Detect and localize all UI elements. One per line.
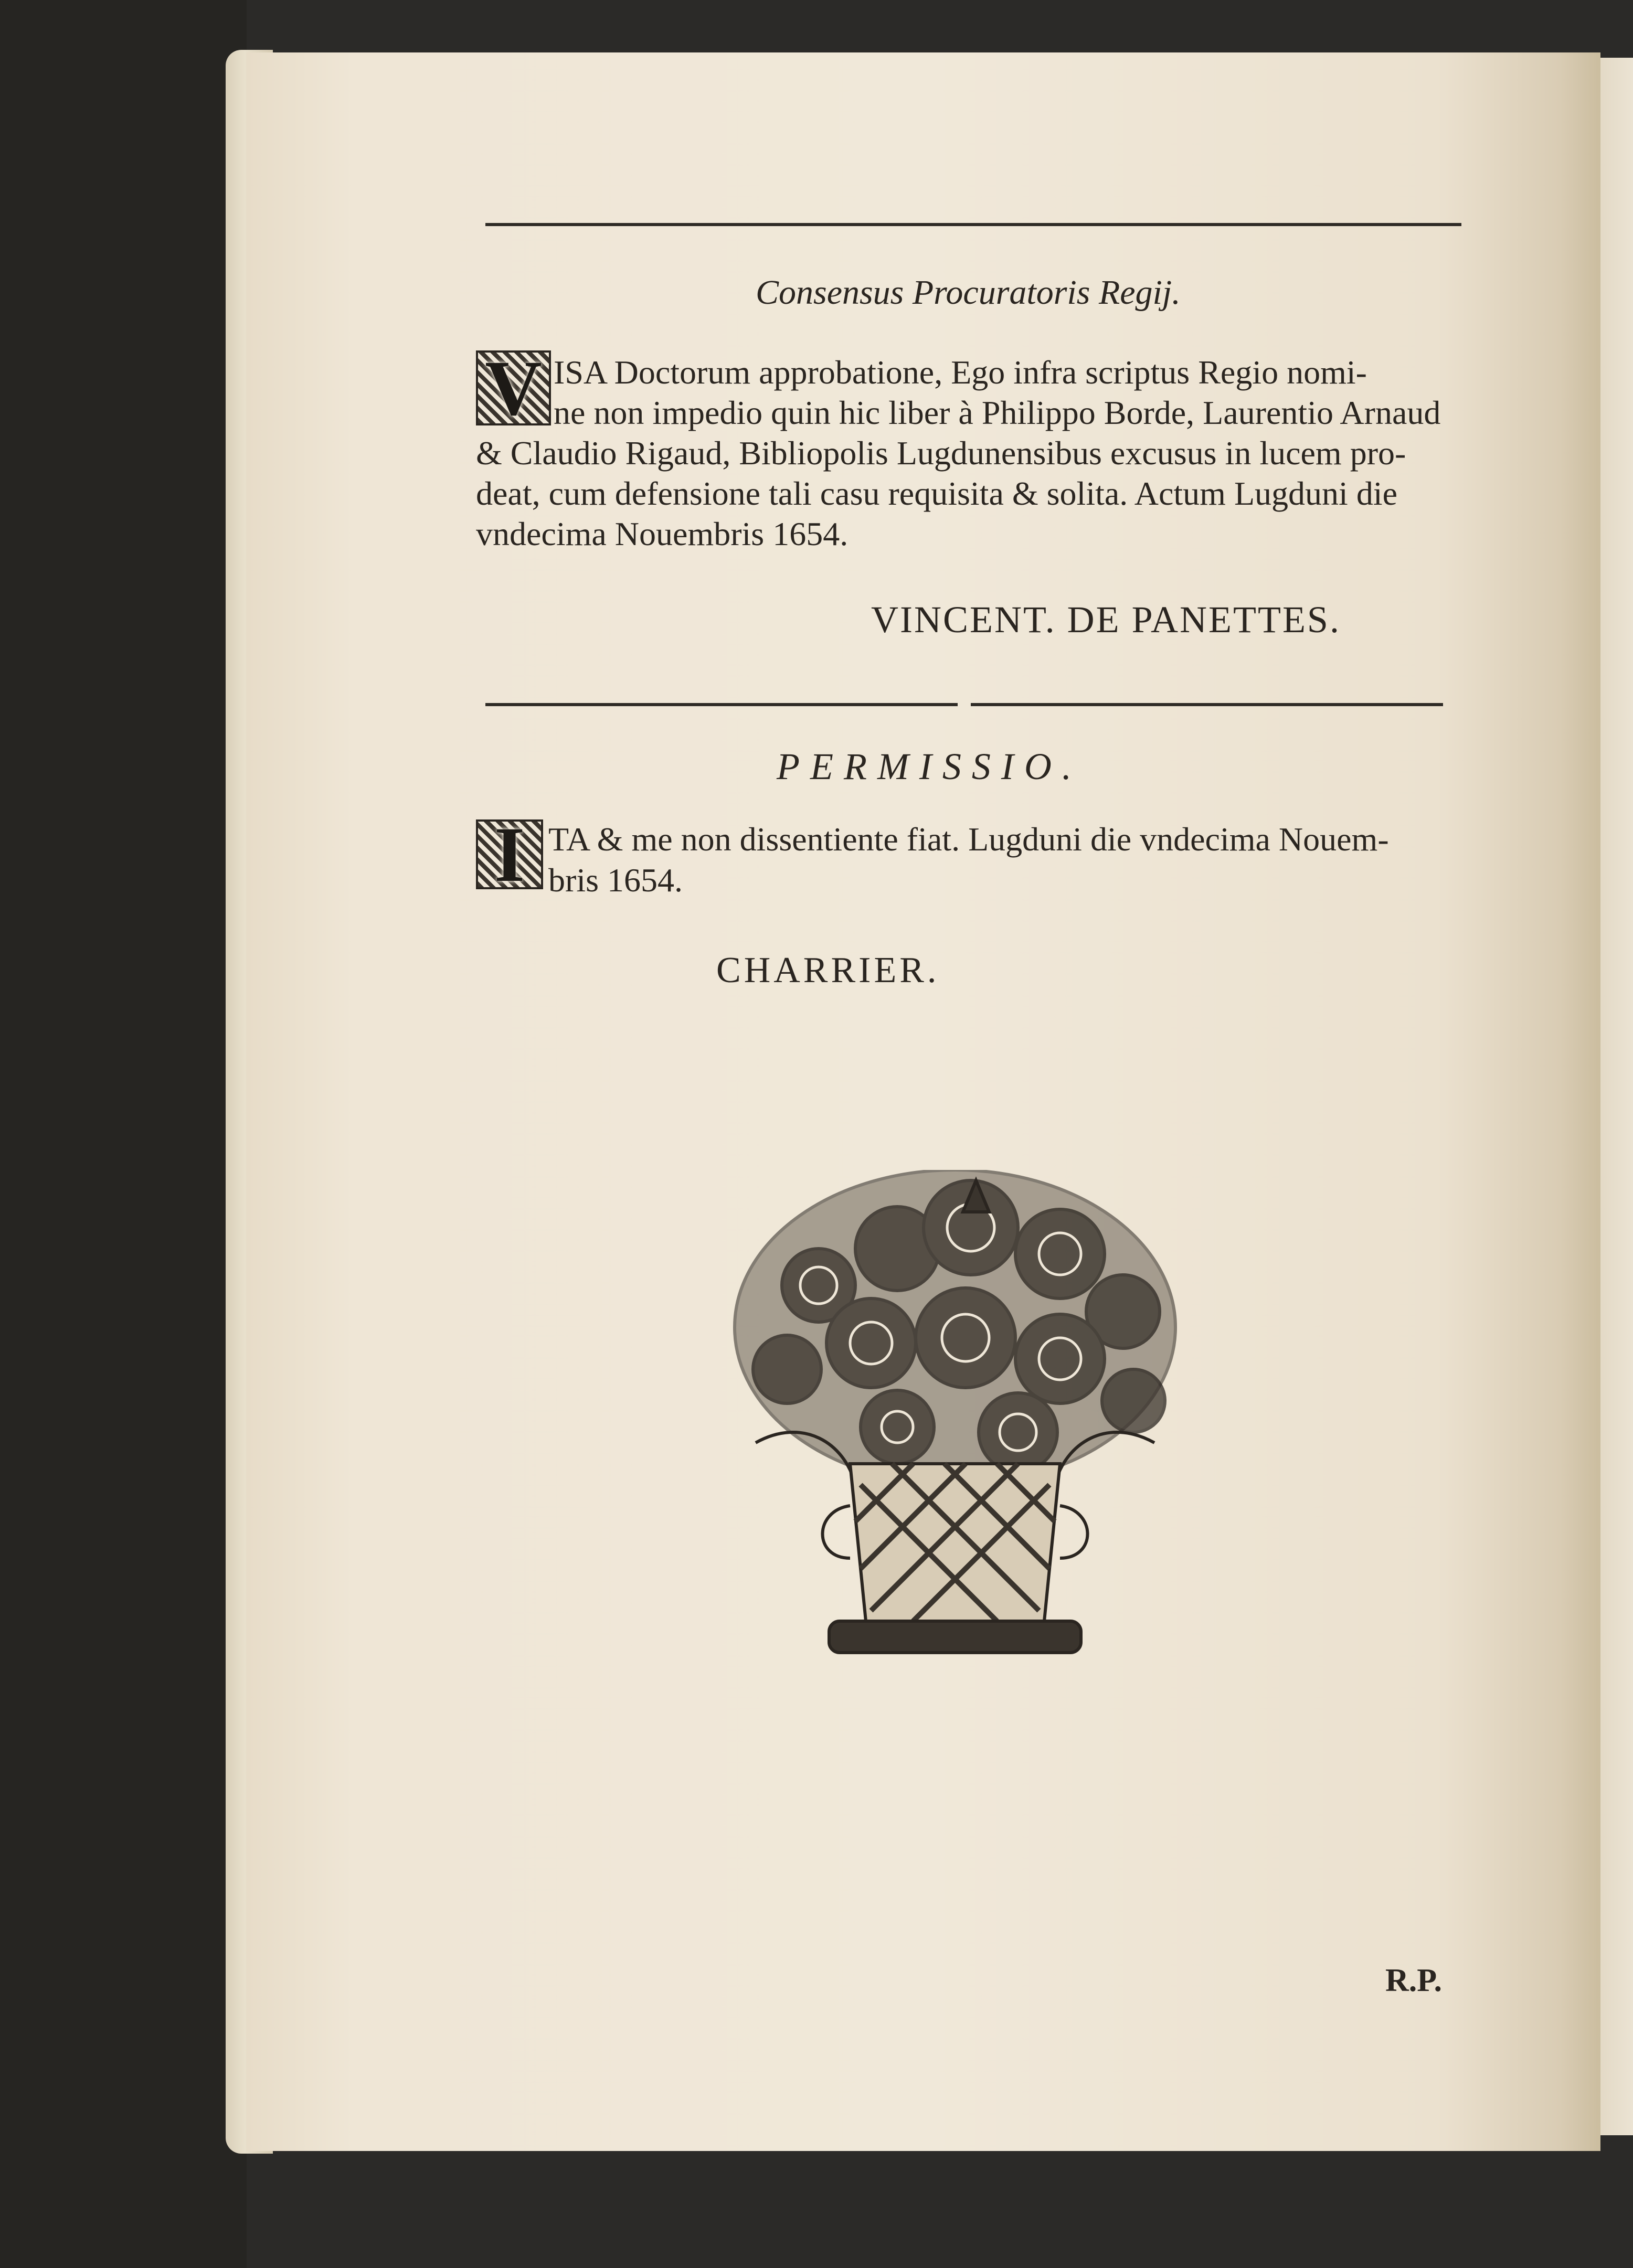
- catchword: R.P.: [1385, 1963, 1442, 1998]
- dropcap-i: I: [476, 819, 543, 889]
- dropcap-v: V: [476, 350, 551, 425]
- consensus-line-1: ISA Doctorum approbatione, Ego infra scriptus Regio nomi-: [554, 354, 1367, 391]
- consensus-line-5: vndecima Nouembris 1654.: [476, 515, 849, 552]
- consensus-signature: VINCENT. DE PANETTES.: [871, 599, 1341, 641]
- flower-basket-woodcut-icon: [724, 1170, 1186, 1663]
- permissio-heading: PERMISSIO.: [777, 746, 1082, 787]
- permissio-line-1: TA & me non dissentiente fiat. Lugduni die vndecima Nouem-: [548, 821, 1389, 858]
- consensus-heading: Consensus Procuratoris Regij.: [756, 273, 1181, 312]
- background-left: [0, 0, 247, 2268]
- flower-bouquet: [735, 1170, 1175, 1485]
- top-rule: [485, 223, 1461, 226]
- book-page: [247, 52, 1600, 2151]
- basket: [823, 1464, 1088, 1653]
- consensus-line-2: ne non impedio quin hic liber à Philippo Borde, Laurentio Arnaud: [554, 394, 1441, 431]
- middle-rule-right: [971, 703, 1443, 706]
- consensus-line-4: deat, cum defensione tali casu requisita & solita. Actum Lugduni die: [476, 475, 1397, 512]
- permissio-signature: CHARRIER.: [716, 950, 940, 991]
- consensus-line-3: & Claudio Rigaud, Bibliopolis Lugdunensibus excusus in lucem pro-: [476, 434, 1406, 472]
- permissio-line-2: bris 1654.: [548, 861, 683, 899]
- middle-rule-left: [485, 703, 958, 706]
